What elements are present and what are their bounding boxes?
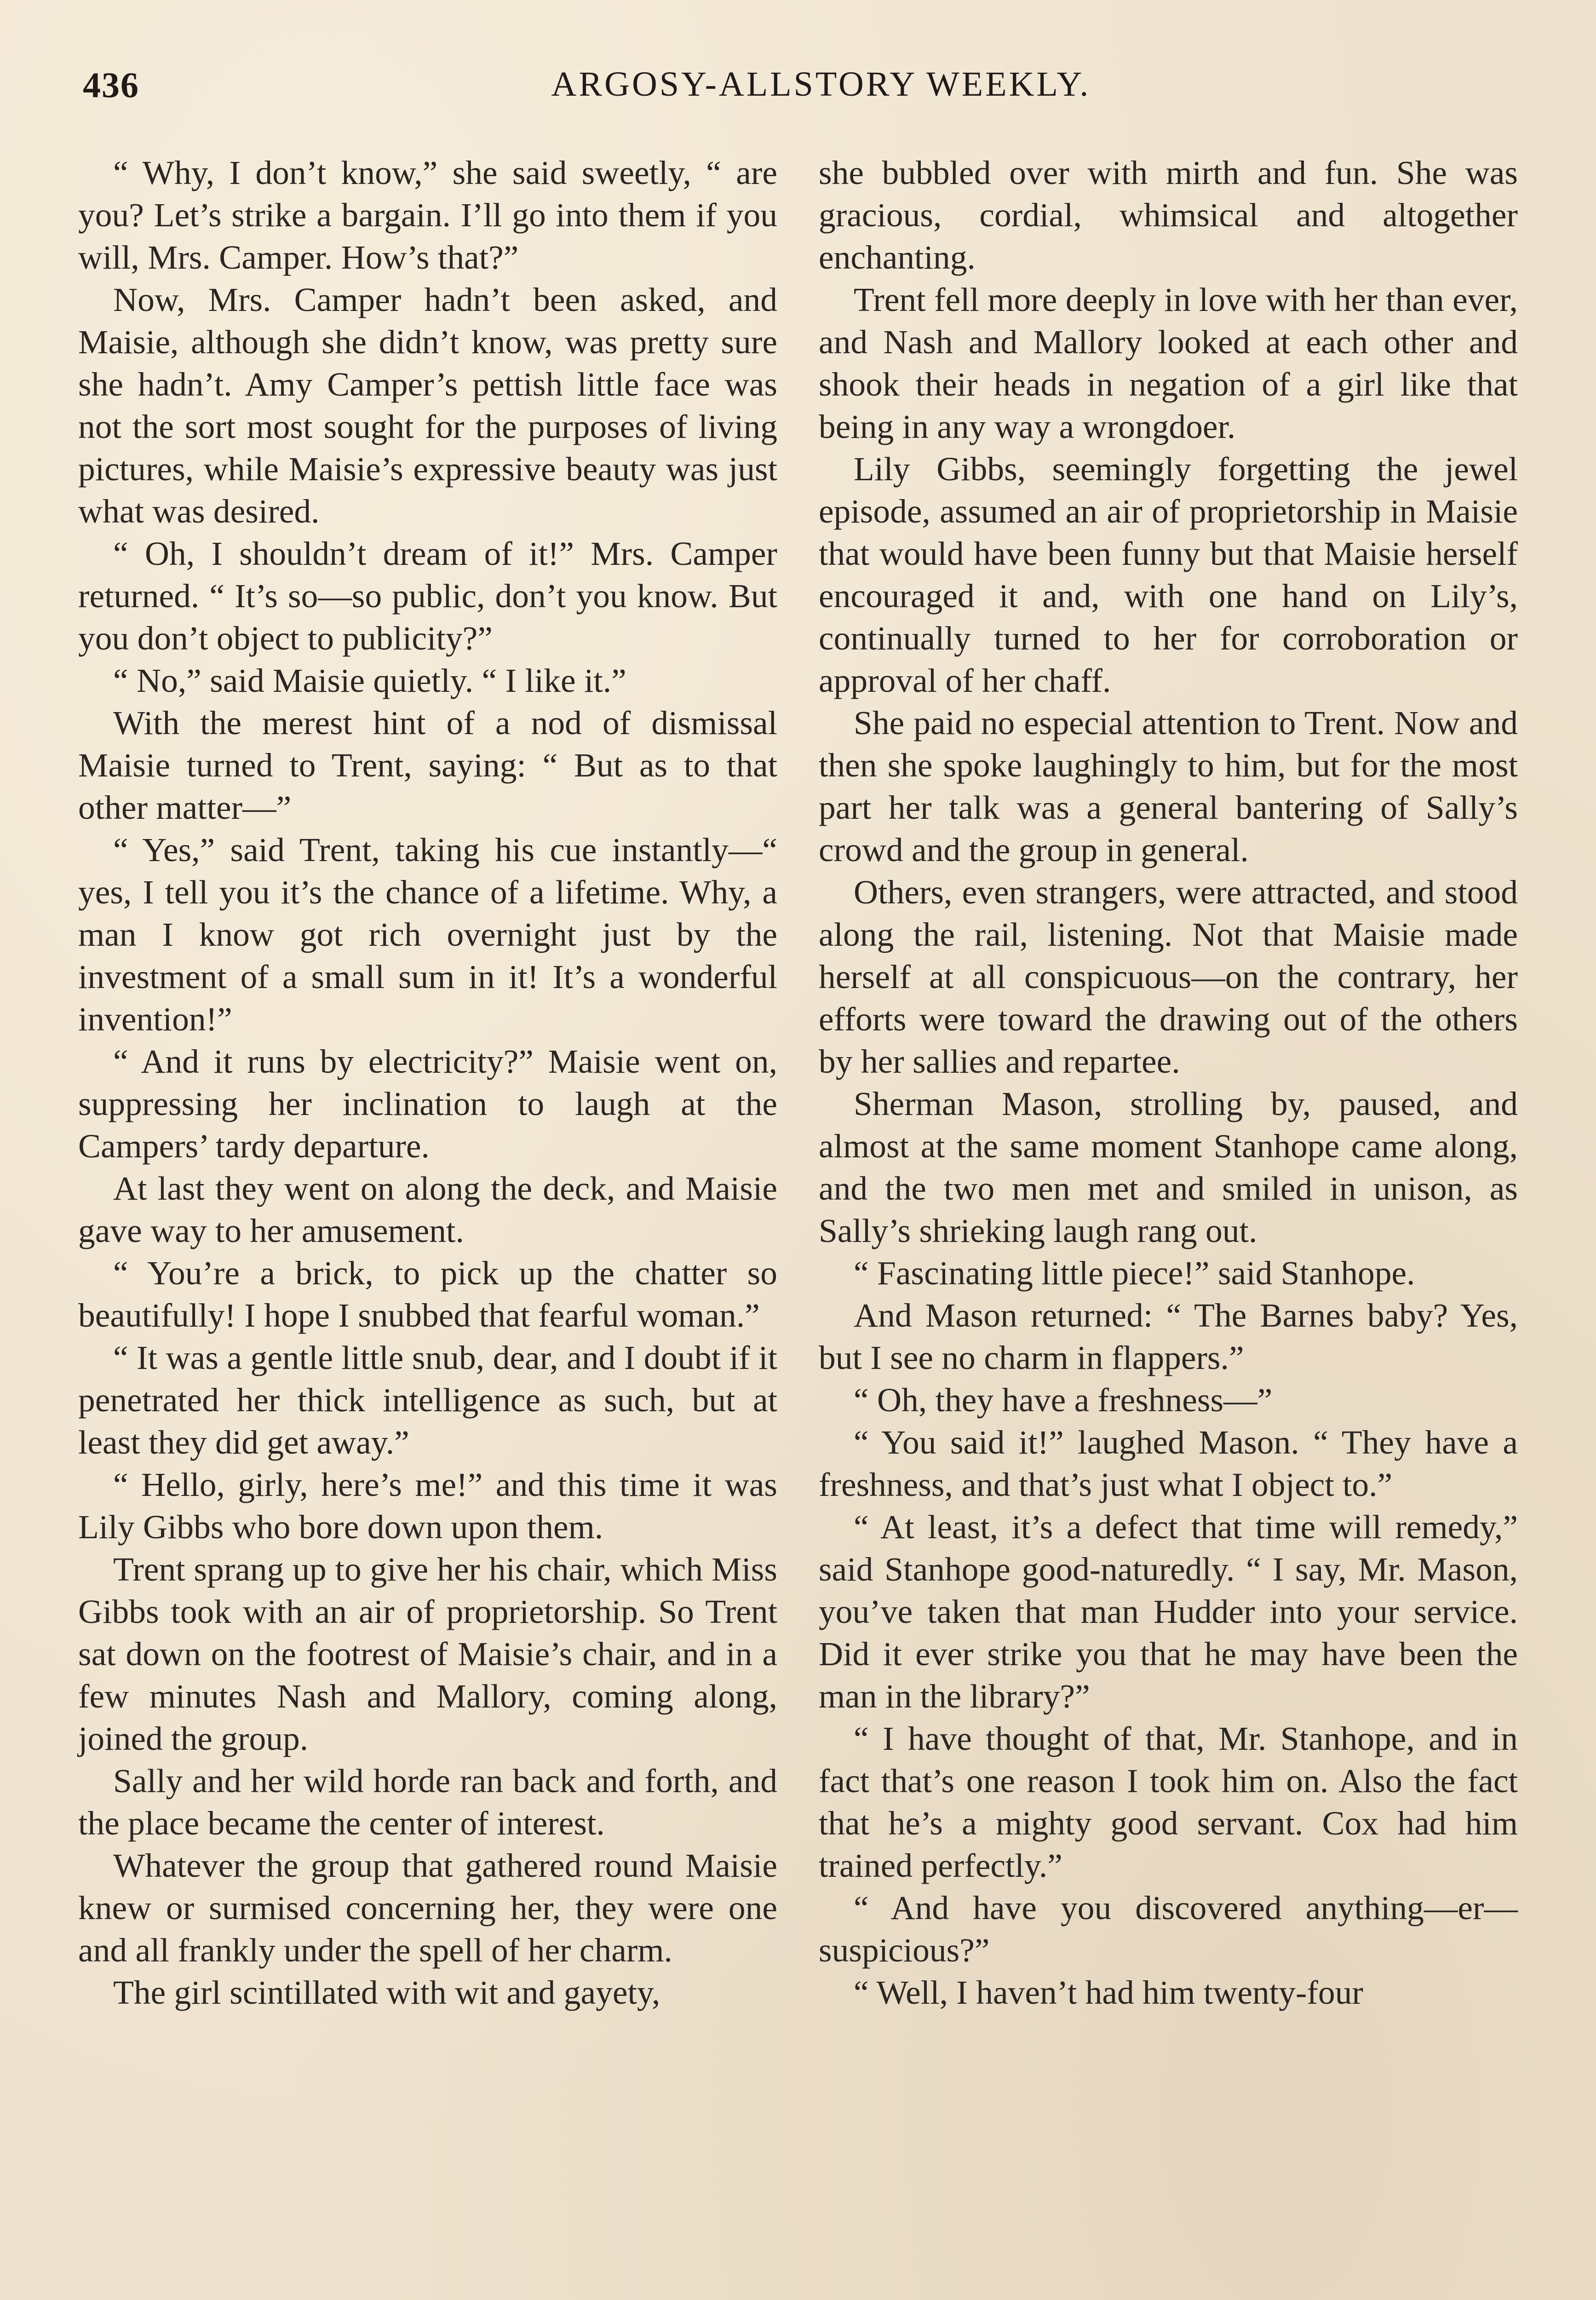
paragraph: At last they went on along the deck, and Maisie gave way to her amusement. [78, 1170, 777, 1249]
paragraph: “ No,” said Maisie quietly. “ I like it.” [113, 662, 626, 699]
paragraph: Others, even strangers, were attracted, and stood along the rail, listening. Not that Maisie made herself at all conspicuous—on the contrary, her efforts were toward the drawing out of the others by her sallies and repartee. [819, 874, 1518, 1080]
paragraph: Now, Mrs. Camper hadn’t been asked, and Maisie, although she didn’t know, was pretty sure she hadn’t. Amy Camper’s pettish little face was not the sort most sought for the purposes of living pictures, while Maisie’s expressive beauty was just what was desired. [78, 281, 777, 530]
running-head: ARGOSY-ALLSTORY WEEKLY. [551, 65, 1091, 104]
paragraph: “ Why, I don’t know,” she said sweetly, “ are you? Let’s strike a bargain. I’ll go into them if you will, Mrs. Camper. How’s that?” [78, 154, 777, 276]
paragraph: “ It was a gentle little snub, dear, and I doubt if it penetrated her thick intelligence as such, but at least they did get away.” [78, 1339, 777, 1461]
paragraph: “ Fascinating little piece!” said Stanhope. [854, 1254, 1415, 1292]
page-header [83, 64, 1559, 124]
paragraph: “ Well, I haven’t had him twenty-four [854, 1974, 1363, 2011]
paragraph: Sally and her wild horde ran back and forth, and the place became the center of interest. [78, 1762, 777, 1842]
paragraph: “ Oh, I shouldn’t dream of it!” Mrs. Camper returned. “ It’s so—so public, don’t you know. But you don’t object to publicity?” [78, 535, 777, 657]
paragraph: “ At least, it’s a defect that time will remedy,” said Stanhope good-naturedly. “ I say, Mr. Mason, you’ve taken that man Hudder into your service. Did it ever strike you that he may have been the man in the library?” [819, 1508, 1518, 1715]
paragraph: Trent fell more deeply in love with her than ever, and Nash and Mallory looked at each other and shook their heads in negation of a girl like that being in any way a wrongdoer. [819, 281, 1518, 445]
left-column [78, 152, 777, 2014]
paragraph: The girl scintillated with wit and gayety, [113, 1974, 660, 2011]
paragraph: “ Yes,” said Trent, taking his cue instantly—“ yes, I tell you it’s the chance of a lifetime. Why, a man I know got rich overnight just by the investment of a small sum in it! It’s a wonderful invention!” [78, 831, 777, 1038]
paragraph: “ And have you discovered anything—er—suspicious?” [819, 1889, 1518, 1969]
paragraph: “ And it runs by electricity?” Maisie went on, suppressing her inclination to laugh at the Campers’ tardy departure. [78, 1043, 777, 1165]
paragraph: Trent sprang up to give her his chair, which Miss Gibbs took with an air of proprietorship. So Trent sat down on the footrest of Maisie’s chair, and in a few minutes Nash and Mallory, coming along, joined the group. [78, 1551, 777, 1757]
paragraph: She paid no especial attention to Trent. Now and then she spoke laughingly to him, but for the most part her talk was a general bantering of Sally’s crowd and the group in general. [819, 704, 1518, 868]
paragraph: With the merest hint of a nod of dismissal Maisie turned to Trent, saying: “ But as to that other matter—” [78, 704, 777, 826]
paragraph: Whatever the group that gathered round Maisie knew or surmised concerning her, they were one and all frankly under the spell of her charm. [78, 1847, 777, 1969]
paragraph: “ Oh, they have a freshness—” [854, 1381, 1273, 1419]
paragraph: Lily Gibbs, seemingly forgetting the jewel episode, assumed an air of proprietorship in Maisie that would have been funny but that Maisie herself encouraged it and, with one hand on Lily’s, continually turned to her for corroboration or approval of her chaff. [819, 450, 1518, 699]
paragraph: And Mason returned: “ The Barnes baby? Yes, but I see no charm in flappers.” [819, 1297, 1518, 1376]
right-column [819, 152, 1518, 2014]
page-number: 436 [83, 65, 139, 105]
paragraph: “ You said it!” laughed Mason. “ They have a freshness, and that’s just what I object to.” [819, 1424, 1518, 1503]
paragraph: Sherman Mason, strolling by, paused, and almost at the same moment Stanhope came along, and the two men met and smiled in unison, as Sally’s shrieking laugh rang out. [819, 1085, 1518, 1249]
paragraph: “ You’re a brick, to pick up the chatter so beautifully! I hope I snubbed that fearful woman.” [78, 1254, 777, 1334]
paragraph-continued: she bubbled over with mirth and fun. She was gracious, cordial, whimsical and altogether enchanting. [819, 154, 1518, 276]
paragraph: “ Hello, girly, here’s me!” and this time it was Lily Gibbs who bore down upon them. [78, 1466, 777, 1546]
paragraph: “ I have thought of that, Mr. Stanhope, and in fact that’s one reason I took him on. Also the fact that he’s a mighty good servant. Cox had him trained perfectly.” [819, 1720, 1518, 1884]
